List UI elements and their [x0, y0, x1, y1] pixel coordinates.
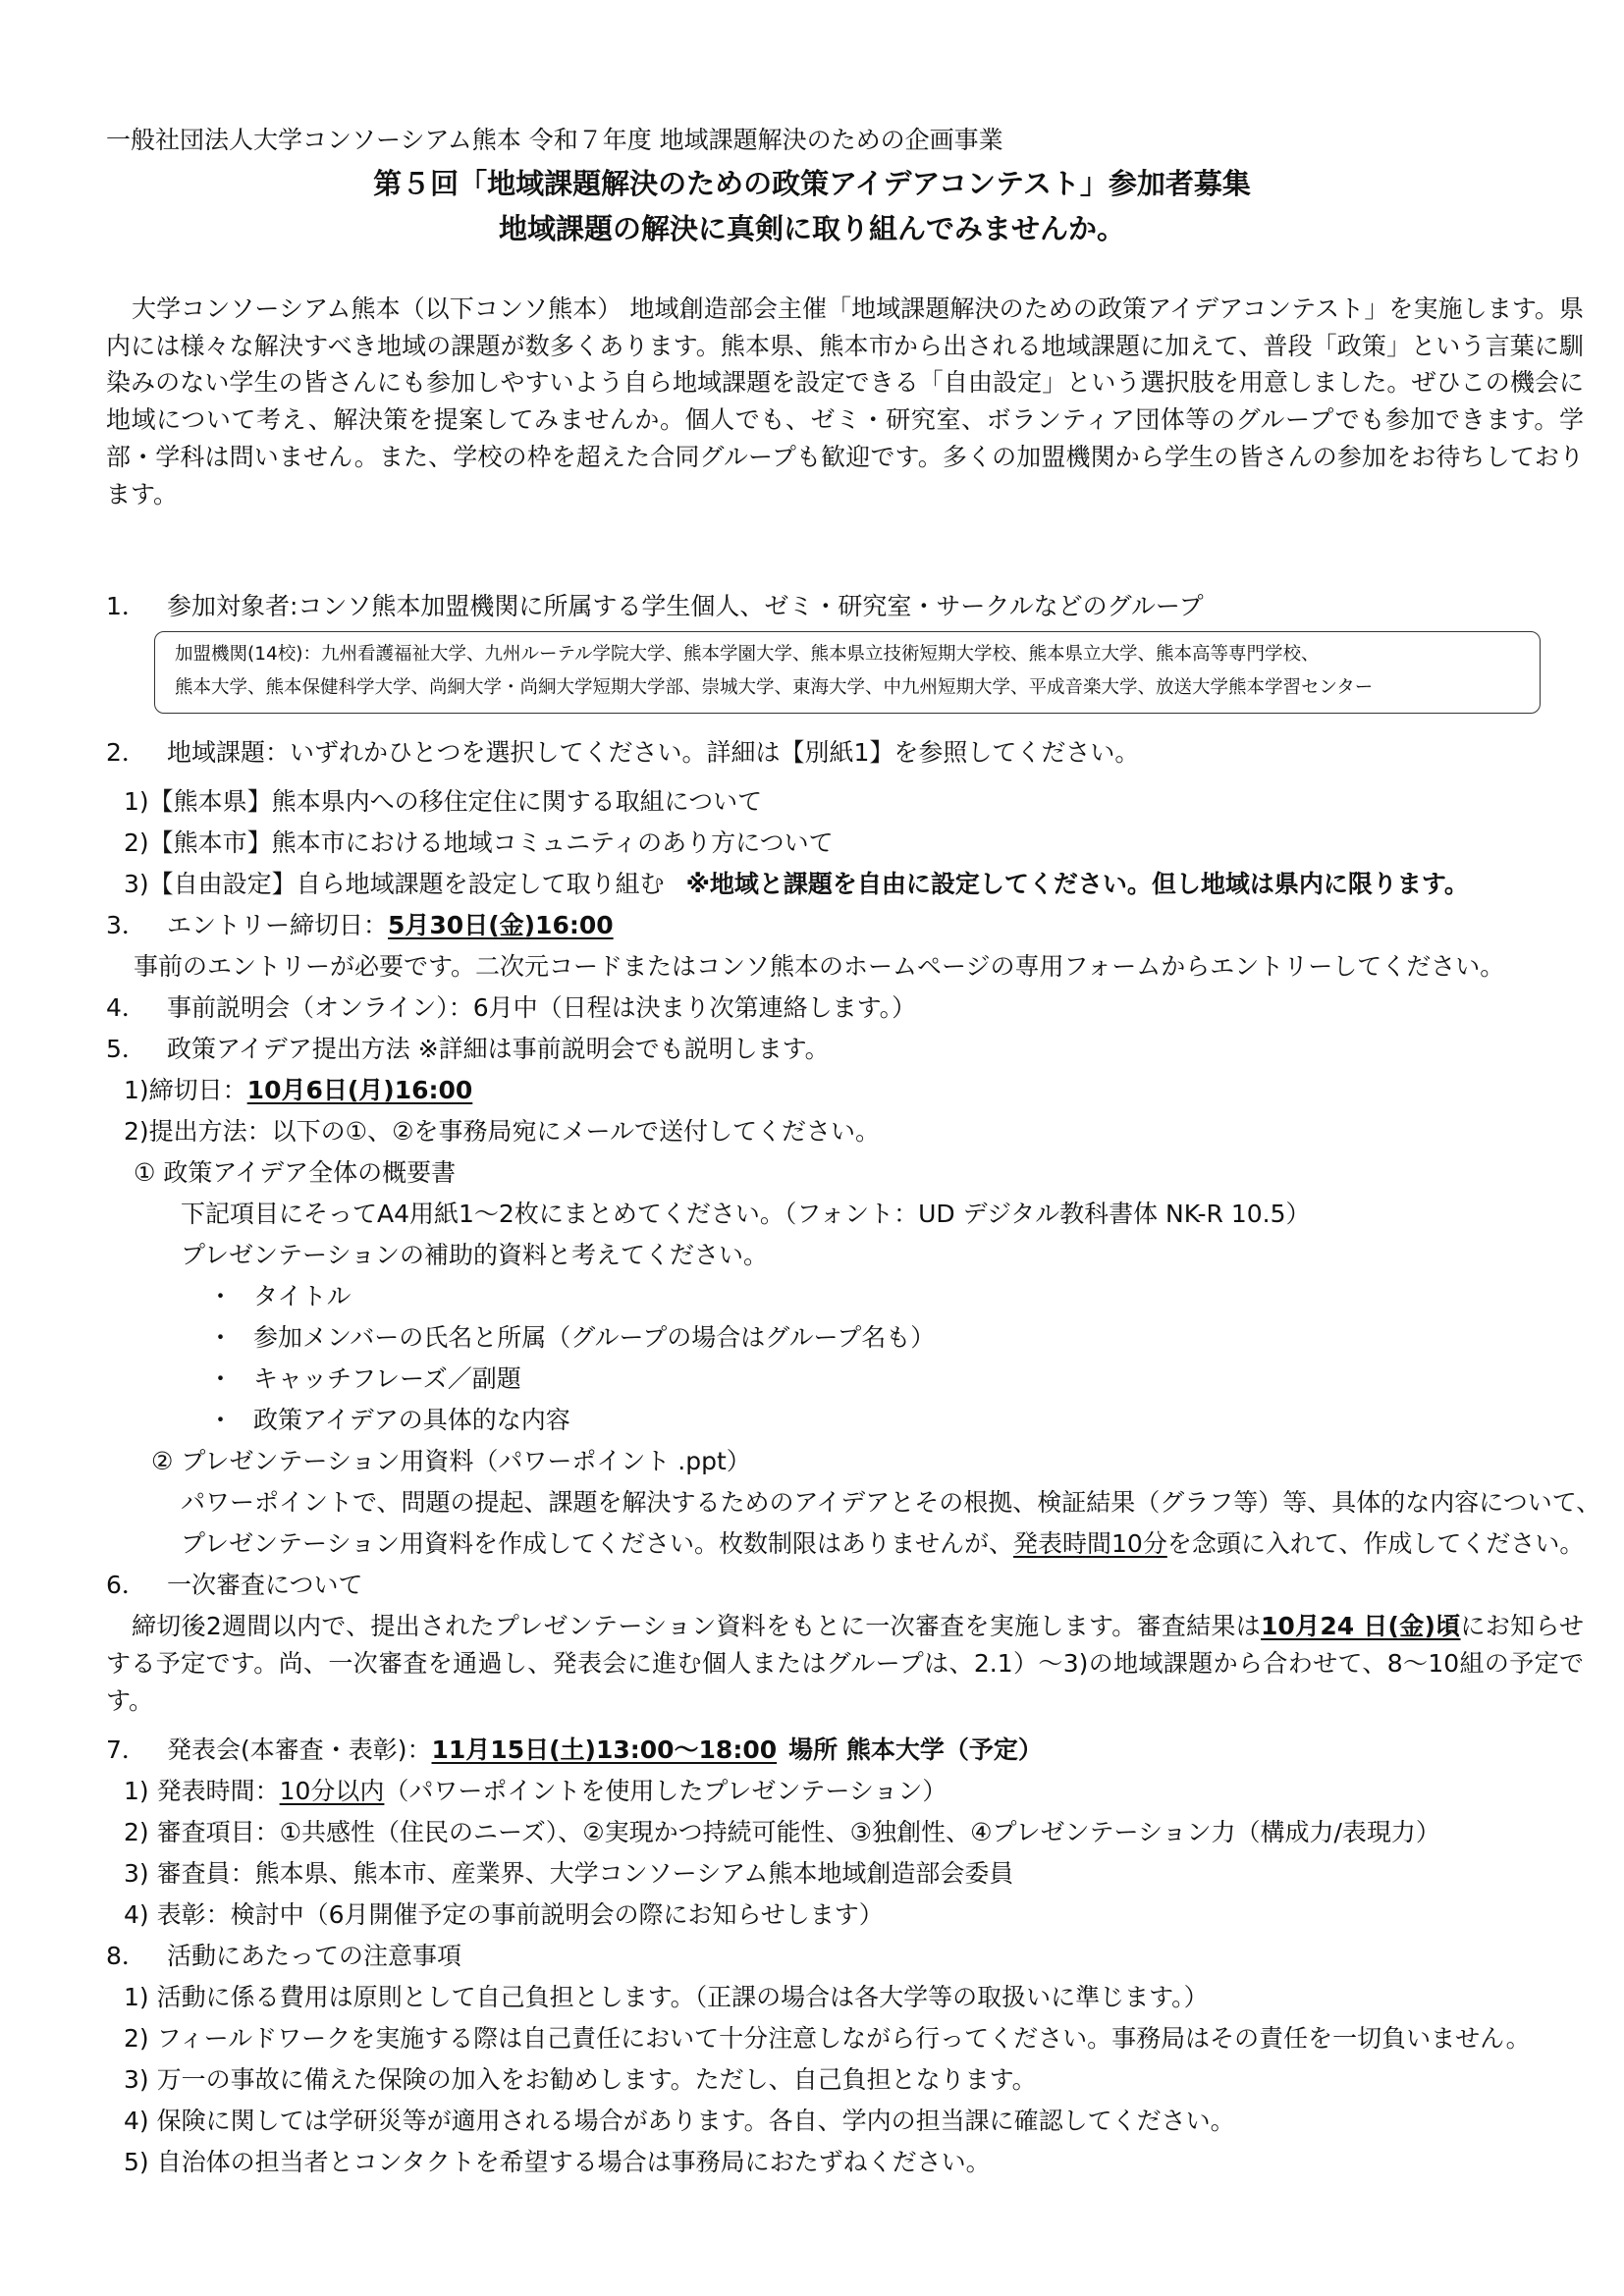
presentation-time-line [124, 1773, 947, 1810]
region-topic-3 [124, 866, 1469, 903]
region-topic-3-note: ※地域と課題を自由に設定してください。但し地域は県内に限ります。 [685, 870, 1469, 898]
document-2-desc-2 [181, 1525, 1584, 1563]
section-2-heading [106, 734, 1139, 772]
section-7-number: 7． [106, 1735, 146, 1764]
bullet-item [208, 1278, 352, 1315]
section-5-heading [106, 1031, 830, 1068]
presentation-time-note: 発表時間10分 [1013, 1529, 1167, 1558]
section-4-heading [106, 989, 916, 1027]
bullet-text: タイトル [253, 1282, 352, 1310]
presentation-event-label: 発表会(本審査・表彰)： [167, 1735, 432, 1764]
bullet-text: キャッチフレーズ／副題 [253, 1364, 521, 1393]
region-topic-1: 1)【熊本県】熊本県内への移住定住に関する取組について [124, 787, 763, 816]
evaluation-criteria: 2) 審査項目：①共感性（住民のニーズ）、②実現かつ持続可能性、③独創性、④プレゼンテーション力（構成力/表現力） [124, 1818, 1440, 1846]
notice-item: 2) フィールドワークを実施する際は自己責任において十分注意しながら行ってください。事務局はその責任を一切負いません。 [124, 2024, 1531, 2053]
section-4-text: 事前説明会（オンライン）：6月中（日程は決まり次第連絡します。） [167, 993, 917, 1022]
bullet-item [208, 1402, 570, 1439]
section-6-number: 6． [106, 1571, 146, 1599]
intro-paragraph: 大学コンソーシアム熊本（以下コンソ熊本） 地域創造部会主催「地域課題解決のための政策アイデアコンテスト」を実施します。県内には様々な解決すべき地域の課題が数多くあります。熊本県、熊本市から出される地域課題に加えて、普段「政策」という言葉に馴染みのない学生の皆さんにも参加しやすいよう自ら地域課題を設定できる「自由設定」という選択肢を用意しました。ぜひこの機会に地域について考え、解決策を提案してみませんか。個人でも、ゼミ・研究室、ボランティア団体等のグループでも参加できます。学部・学科は問いません。また、学校の枠を超えた合同グループも歓迎です。多くの加盟機関から学生の皆さんの参加をお待ちしております。 [106, 294, 1584, 508]
document-2-desc-2a: プレゼンテーション用資料を作成してください。枚数制限はありませんが、 [181, 1529, 1014, 1558]
section-8-text: 活動にあたっての注意事項 [167, 1942, 462, 1970]
presentation-time-label: 1) 発表時間： [124, 1777, 280, 1805]
section-1-number: 1． [106, 592, 146, 620]
section-2-number: 2． [106, 738, 146, 767]
bullet-item [208, 1319, 935, 1357]
judges: 3) 審査員：熊本県、熊本市、産業界、大学コンソーシアム熊本地域創造部会委員 [124, 1859, 1014, 1888]
document-1-desc-2: プレゼンテーションの補助的資料と考えてください。 [181, 1241, 769, 1269]
notice-item: 3) 万一の事故に備えた保険の加入をお勧めします。ただし、自己負担となります。 [124, 2065, 1037, 2094]
screening-result-date: 10月24 日(金)頃 [1261, 1612, 1461, 1640]
bullet-text: 参加メンバーの氏名と所属（グループの場合はグループ名も） [253, 1323, 936, 1352]
submission-method: 2)提出方法：以下の①、②を事務局宛にメールで送付してください。 [124, 1117, 880, 1146]
document-1-desc-1: 下記項目にそってA4用紙1～2枚にまとめてください。（フォント：UD デジタル教科書体 NK-R 10.5） [181, 1200, 1311, 1228]
presentation-time-detail: （パワーポイントを使用したプレゼンテーション） [384, 1777, 947, 1805]
section-6-text: 一次審査について [167, 1571, 363, 1599]
bullet-dot-icon: ・ [208, 1282, 234, 1310]
member-institutions-line-2: 熊本大学、熊本保健科学大学、尚絅大学・尚絅大学短期大学部、崇城大学、東海大学、中九州短期大学、平成音楽大学、放送大学熊本学習センター [175, 677, 1374, 698]
entry-deadline-label: エントリー締切日： [167, 911, 389, 939]
section-5-text: 政策アイデア提出方法 ※詳細は事前説明会でも説明します。 [167, 1035, 830, 1063]
section-6-heading [106, 1567, 363, 1604]
bullet-dot-icon: ・ [208, 1364, 234, 1393]
document-2-title: ② プレゼンテーション用資料（パワーポイント .ppt） [151, 1447, 751, 1475]
section-4-number: 4． [106, 993, 146, 1022]
submission-deadline-label: 1)締切日： [124, 1076, 247, 1104]
document-1-title: ① 政策アイデア全体の概要書 [134, 1158, 457, 1187]
member-institutions-line-1: 加盟機関(14校)：九州看護福祉大学、九州ルーテル学院大学、熊本学園大学、熊本県立技術短期大学校、熊本県立大学、熊本高等専門学校、 [175, 644, 1320, 665]
screening-text-a: 締切後2週間以内で、提出されたプレゼンテーション資料をもとに一次審査を実施します。審査結果は [132, 1612, 1262, 1640]
presentation-event-datetime: 11月15日(土)13:00～18:00 [431, 1735, 778, 1764]
screening-paragraph [106, 1608, 1584, 1720]
section-3-number: 3． [106, 911, 146, 939]
region-topic-3-text: 3)【自由設定】自ら地域課題を設定して取り組む [124, 870, 665, 898]
presentation-event-place: 場所 熊本大学（予定） [788, 1735, 1043, 1764]
notice-item: 4) 保険に関しては学研災等が適用される場合があります。各自、学内の担当課に確認してください。 [124, 2107, 1235, 2135]
section-1-text: 参加対象者:コンソ熊本加盟機関に所属する学生個人、ゼミ・研究室・サークルなどのグループ [167, 592, 1204, 620]
page-subtitle: 地域課題の解決に真剣に取り組んでみませんか。 [498, 212, 1125, 245]
bullet-dot-icon: ・ [208, 1323, 234, 1352]
member-institutions-box [154, 631, 1541, 714]
bullet-dot-icon: ・ [208, 1406, 234, 1434]
submission-deadline-line [124, 1072, 472, 1109]
section-8-heading [106, 1938, 461, 1975]
region-topic-2: 2)【熊本市】熊本市における地域コミュニティのあり方について [124, 828, 834, 857]
notice-item: 5) 自治体の担当者とコンタクトを希望する場合は事務局におたずねください。 [124, 2148, 991, 2176]
submission-deadline: 10月6日(月)16:00 [246, 1076, 473, 1104]
document-2-desc-1: パワーポイントで、問題の提起、課題を解決するためのアイデアとその根拠、検証結果（グラフ等）等、具体的な内容について、 [181, 1488, 1601, 1517]
section-8-number: 8． [106, 1942, 146, 1970]
page-title: 第５回「地域課題解決のための政策アイデアコンテスト」参加者募集 [373, 167, 1251, 200]
section-2-text: 地域課題：いずれかひとつを選択してください。詳細は【別紙1】を参照してください。 [167, 738, 1140, 767]
entry-deadline: 5月30日(金)16:00 [388, 911, 614, 939]
bullet-text: 政策アイデアの具体的な内容 [253, 1406, 570, 1434]
presentation-time-value: 10分以内 [279, 1777, 385, 1805]
bullet-item [208, 1361, 521, 1398]
organization-line: 一般社団法人大学コンソーシアム熊本 令和７年度 地域課題解決のための企画事業 [106, 126, 1003, 154]
notice-item: 1) 活動に係る費用は原則として自己負担とします。（正課の場合は各大学等の取扱いに準じます。） [124, 1983, 1209, 2011]
section-7-heading [106, 1732, 1043, 1769]
awards: 4) 表彰：検討中（6月開催予定の事前説明会の際にお知らせします） [124, 1900, 884, 1929]
section-1-heading [106, 588, 1204, 625]
entry-note: 事前のエントリーが必要です。二次元コードまたはコンソ熊本のホームページの専用フォームからエントリーしてください。 [134, 952, 1505, 981]
document-2-desc-2c: を念頭に入れて、作成してください。 [1166, 1529, 1585, 1558]
screening-text-b: にお知らせする予定です。尚、一次審査を通過し、発表会に進む個人またはグループは、2.1）～3)の地域課題から合わせて、8～10組の予定です。 [106, 1612, 1584, 1715]
section-5-number: 5． [106, 1035, 146, 1063]
section-3-heading [106, 907, 614, 944]
